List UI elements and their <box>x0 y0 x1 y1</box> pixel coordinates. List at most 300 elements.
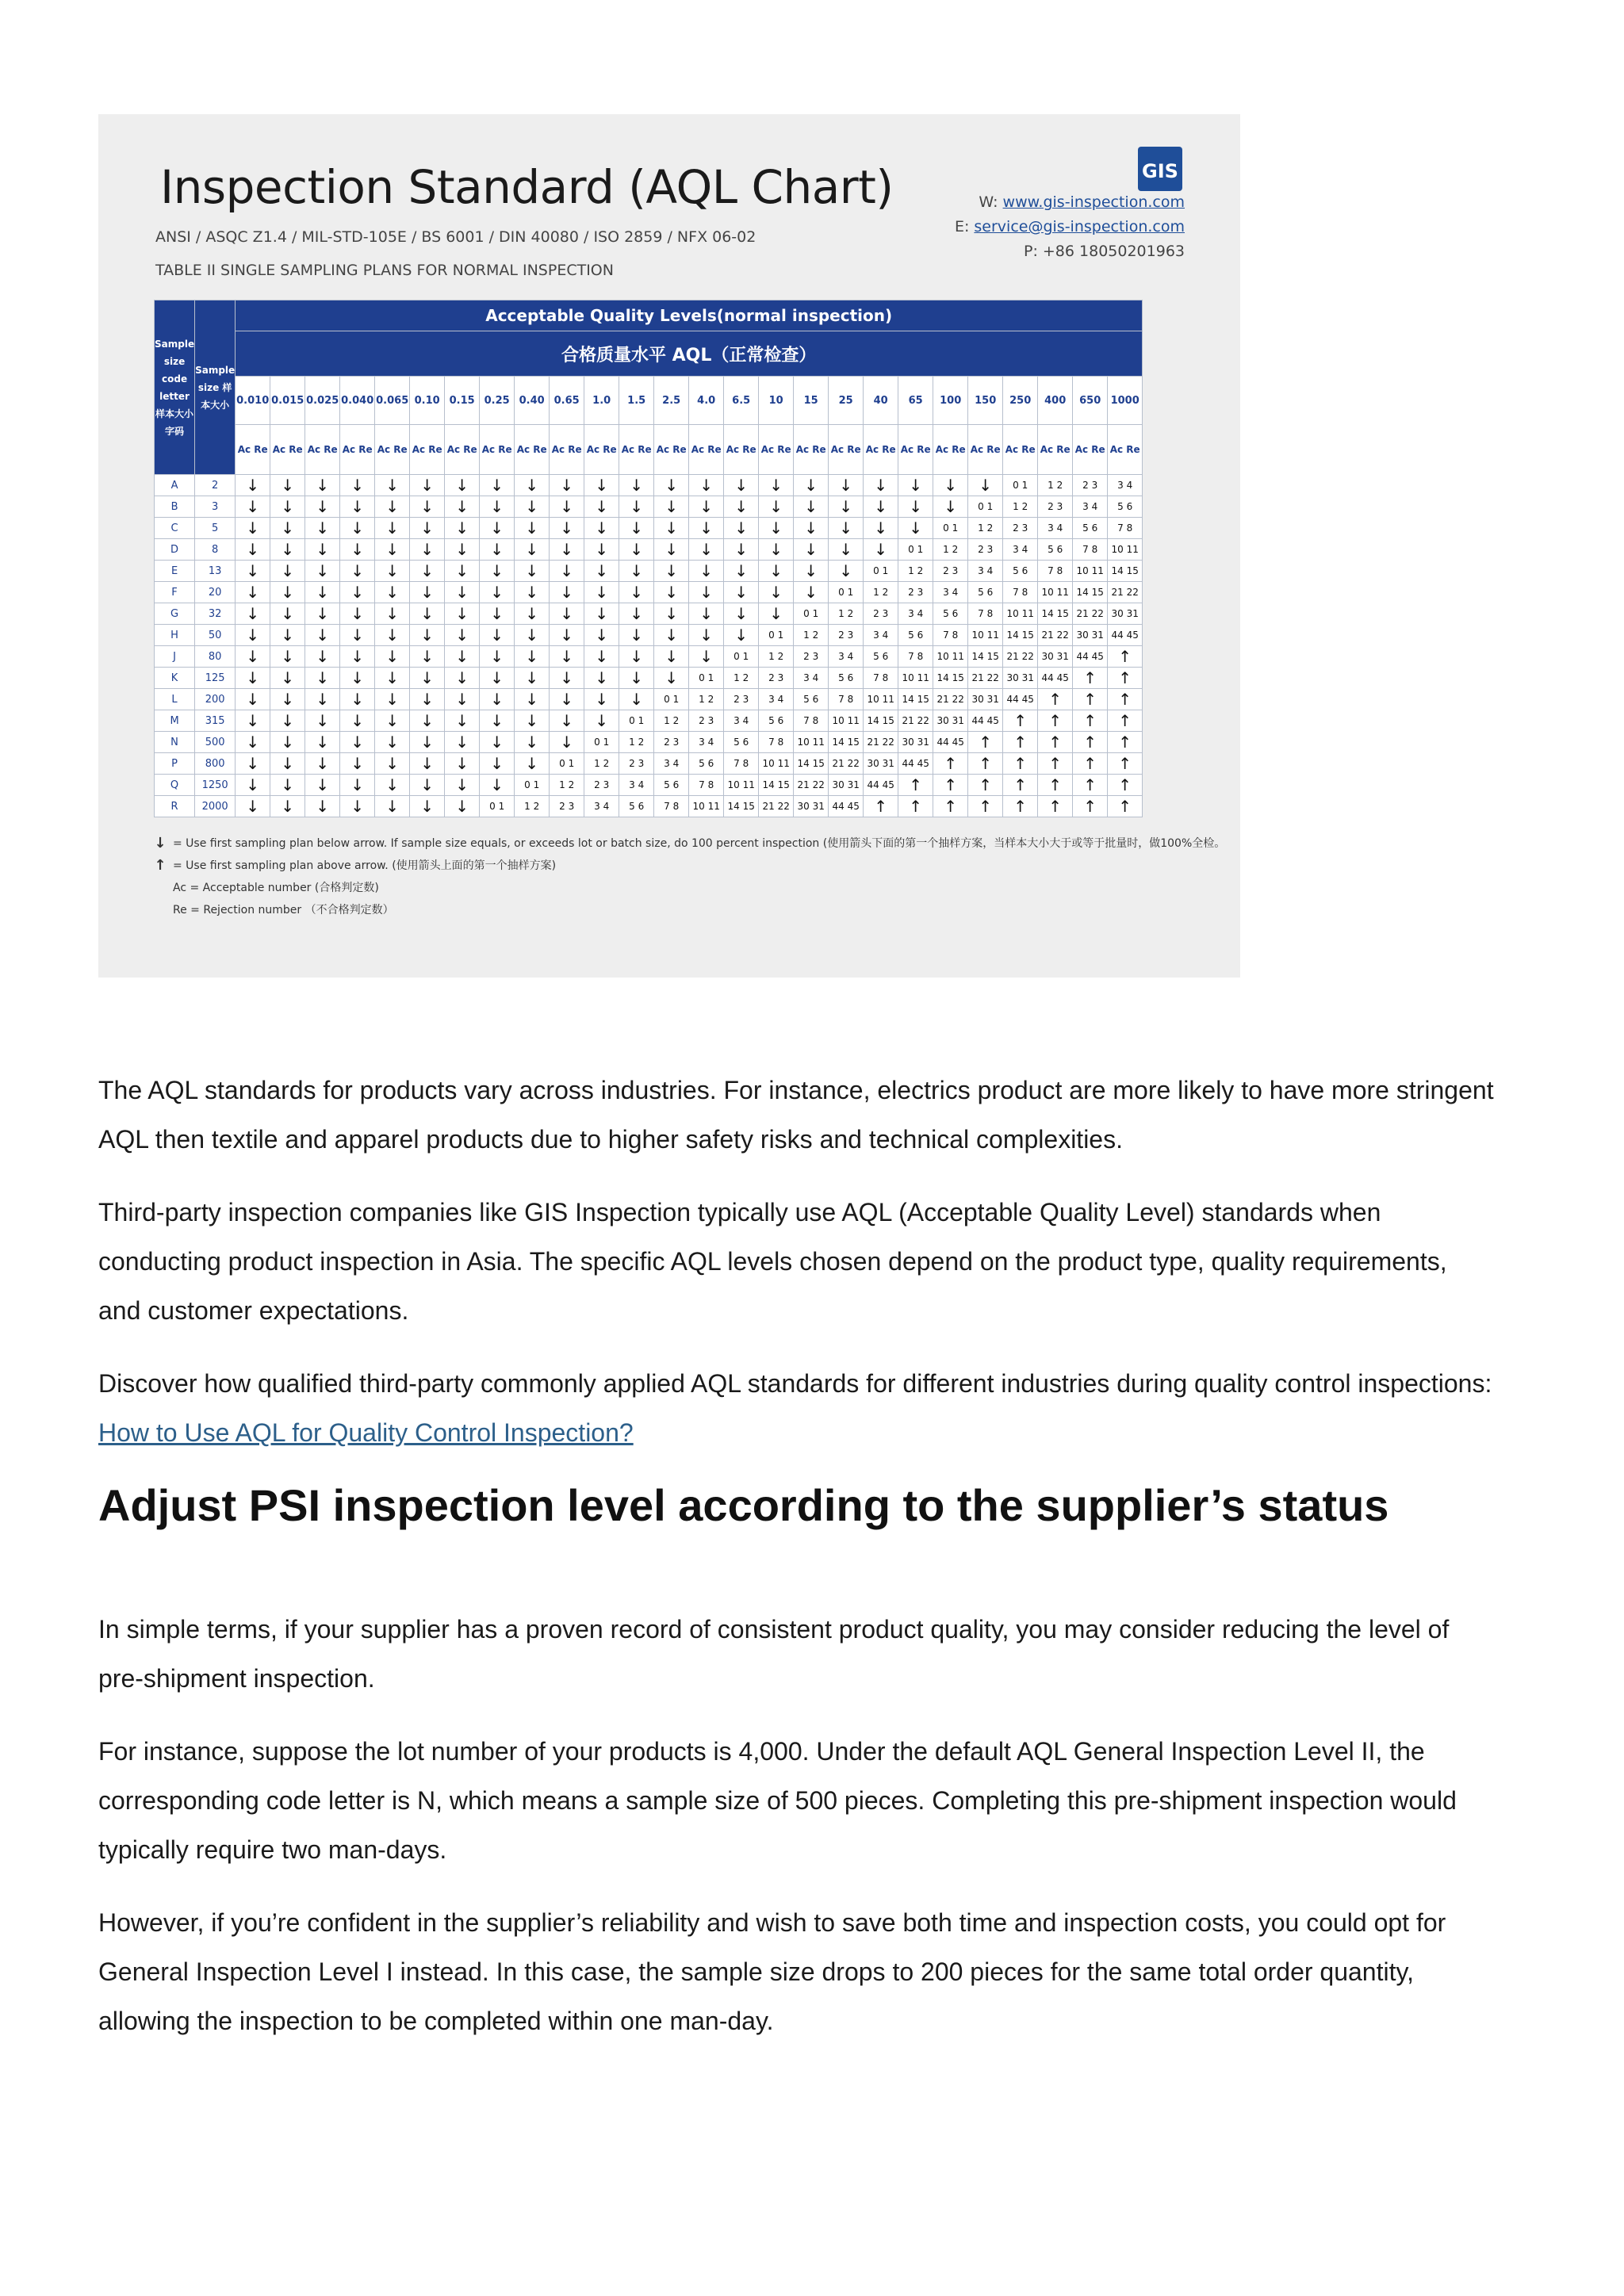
ac-re-cell: 2 3 <box>898 582 933 603</box>
table-row <box>155 689 1143 710</box>
arrow-down-icon: ↓ <box>480 753 515 775</box>
arrow-down-icon: ↓ <box>898 475 933 496</box>
aql-level-header: 0.10 <box>410 377 445 425</box>
ac-re-cell: 0 1 <box>619 710 654 732</box>
arrow-down-icon: ↓ <box>445 603 480 625</box>
ac-re-cell: 5 6 <box>759 710 794 732</box>
ac-re-cell: 44 45 <box>968 710 1003 732</box>
ac-re-cell: 3 4 <box>794 668 829 689</box>
arrow-down-icon: ↓ <box>480 732 515 753</box>
ac-re-header: Ac Re <box>794 425 829 475</box>
arrow-down-icon: ↓ <box>515 539 550 561</box>
ac-re-header: Ac Re <box>550 425 584 475</box>
legend-ac: Ac = Acceptable number (合格判定数) <box>173 882 379 894</box>
arrow-up-icon: ↑ <box>968 775 1003 796</box>
arrow-up-icon: ↑ <box>1038 753 1073 775</box>
ac-re-cell: 10 11 <box>724 775 759 796</box>
arrow-down-icon: ↓ <box>445 475 480 496</box>
ac-re-cell: 14 15 <box>724 796 759 817</box>
arrow-up-icon: ↑ <box>898 796 933 817</box>
arrow-up-icon: ↑ <box>1073 668 1108 689</box>
ac-re-cell: 1 2 <box>724 668 759 689</box>
aql-level-header: 0.65 <box>550 377 584 425</box>
arrow-down-icon: ↓ <box>550 582 584 603</box>
table-row <box>155 582 1143 603</box>
arrow-down-icon: ↓ <box>829 561 864 582</box>
arrow-down-icon: ↓ <box>584 582 619 603</box>
ac-re-cell: 5 6 <box>864 646 898 668</box>
aql-level-header: 0.015 <box>270 377 305 425</box>
arrow-down-icon: ↓ <box>480 496 515 518</box>
arrow-down-icon: ↓ <box>550 603 584 625</box>
aql-header-en: Acceptable Quality Levels(normal inspection) <box>236 300 1143 331</box>
ac-re-cell: 0 1 <box>584 732 619 753</box>
code-letter: D <box>155 539 195 561</box>
arrow-down-icon: ↓ <box>480 475 515 496</box>
arrow-down-icon: ↓ <box>619 539 654 561</box>
ac-re-header: Ac Re <box>515 425 550 475</box>
ac-re-cell: 21 22 <box>898 710 933 732</box>
arrow-down-icon: ↓ <box>515 561 550 582</box>
arrow-down-icon: ↓ <box>445 539 480 561</box>
ac-re-cell: 3 4 <box>864 625 898 646</box>
ac-re-cell: 21 22 <box>829 753 864 775</box>
arrow-down-icon: ↓ <box>654 539 689 561</box>
ac-re-cell: 5 6 <box>1003 561 1038 582</box>
arrow-up-icon: ↑ <box>1003 710 1038 732</box>
sample-size: 800 <box>195 753 236 775</box>
arrow-down-icon: ↓ <box>305 539 340 561</box>
sample-size: 1250 <box>195 775 236 796</box>
arrow-down-icon: ↓ <box>305 496 340 518</box>
arrow-down-icon: ↓ <box>515 475 550 496</box>
arrow-down-icon: ↓ <box>689 475 724 496</box>
arrow-down-icon: ↓ <box>724 475 759 496</box>
arrow-down-icon: ↓ <box>445 561 480 582</box>
arrow-down-icon: ↓ <box>724 561 759 582</box>
ac-re-cell: 14 15 <box>1038 603 1073 625</box>
table-row <box>155 753 1143 775</box>
ac-re-header: Ac Re <box>584 425 619 475</box>
arrow-down-icon: ↓ <box>759 582 794 603</box>
arrow-down-icon: ↓ <box>550 539 584 561</box>
ac-re-cell: 5 6 <box>933 603 968 625</box>
arrow-down-icon: ↓ <box>305 561 340 582</box>
arrow-down-icon: ↓ <box>480 646 515 668</box>
arrow-down-icon: ↓ <box>480 775 515 796</box>
ac-re-cell: 10 11 <box>898 668 933 689</box>
arrow-down-icon: ↓ <box>550 518 584 539</box>
ac-re-cell: 21 22 <box>759 796 794 817</box>
aql-level-header: 150 <box>968 377 1003 425</box>
ac-re-cell: 3 4 <box>689 732 724 753</box>
arrow-down-icon: ↓ <box>689 539 724 561</box>
ac-re-cell: 44 45 <box>1073 646 1108 668</box>
arrow-down-icon: ↓ <box>794 582 829 603</box>
arrow-down-icon: ↓ <box>375 582 410 603</box>
ac-re-cell: 1 2 <box>933 539 968 561</box>
code-letter: F <box>155 582 195 603</box>
ac-re-cell: 5 6 <box>724 732 759 753</box>
table-row <box>155 561 1143 582</box>
arrow-up-icon: ↑ <box>1108 646 1143 668</box>
arrow-up-icon: ↑ <box>968 732 1003 753</box>
arrow-up-icon: ↑ <box>1073 796 1108 817</box>
aql-sampling-table <box>154 300 1143 817</box>
table-row <box>155 646 1143 668</box>
ac-re-cell: 3 4 <box>584 796 619 817</box>
arrow-down-icon: ↓ <box>480 582 515 603</box>
arrow-down-icon: ↓ <box>270 475 305 496</box>
arrow-down-icon: ↓ <box>689 561 724 582</box>
ac-re-cell: 5 6 <box>898 625 933 646</box>
arrow-down-icon: ↓ <box>689 603 724 625</box>
arrow-down-icon: ↓ <box>584 603 619 625</box>
arrow-down-icon: ↓ <box>689 496 724 518</box>
ac-re-header: Ac Re <box>933 425 968 475</box>
arrow-down-icon: ↓ <box>584 625 619 646</box>
arrow-down-icon: ↓ <box>619 646 654 668</box>
web-link[interactable]: www.gis-inspection.com <box>1002 193 1185 211</box>
ac-re-cell: 7 8 <box>654 796 689 817</box>
aql-level-header: 0.025 <box>305 377 340 425</box>
arrow-down-icon: ↓ <box>829 475 864 496</box>
arrow-down-icon: ↓ <box>410 561 445 582</box>
ac-re-cell: 2 3 <box>829 625 864 646</box>
arrow-down-icon: ↓ <box>236 732 270 753</box>
ac-re-cell: 30 31 <box>1073 625 1108 646</box>
arrow-down-icon: ↓ <box>340 539 375 561</box>
arrow-down-icon: ↓ <box>410 775 445 796</box>
arrow-down-icon: ↓ <box>375 539 410 561</box>
ac-re-cell: 14 15 <box>1003 625 1038 646</box>
aql-level-header: 2.5 <box>654 377 689 425</box>
ac-re-header: Ac Re <box>864 425 898 475</box>
arrow-down-icon: ↓ <box>340 646 375 668</box>
aql-guide-link[interactable]: How to Use AQL for Quality Control Inspection? <box>98 1418 634 1447</box>
ac-re-header: Ac Re <box>759 425 794 475</box>
ac-re-cell: 2 3 <box>689 710 724 732</box>
arrow-down-icon: ↓ <box>270 582 305 603</box>
arrow-down-icon: ↓ <box>410 518 445 539</box>
arrow-up-icon: ↑ <box>1108 796 1143 817</box>
contact-email <box>955 215 1185 239</box>
ac-re-cell: 30 31 <box>1038 646 1073 668</box>
code-letter: Q <box>155 775 195 796</box>
aql-level-header: 4.0 <box>689 377 724 425</box>
arrow-down-icon: ↓ <box>270 603 305 625</box>
legend-re: Re = Rejection number （不合格判定数） <box>173 904 394 916</box>
chart-legend <box>154 832 1225 921</box>
paragraph-discover-text: Discover how qualified third-party commonly applied AQL standards for different industries during quality control inspections: <box>98 1369 1492 1398</box>
arrow-down-icon: ↓ <box>410 539 445 561</box>
arrow-down-icon: ↓ <box>270 796 305 817</box>
arrow-down-icon: ↓ <box>445 689 480 710</box>
email-link[interactable]: service@gis-inspection.com <box>974 218 1185 235</box>
arrow-down-icon: ↓ <box>480 561 515 582</box>
arrow-down-icon: ↓ <box>236 539 270 561</box>
aql-level-header: 15 <box>794 377 829 425</box>
arrow-down-icon: ↓ <box>619 625 654 646</box>
arrow-down-icon: ↓ <box>515 668 550 689</box>
aql-level-header: 25 <box>829 377 864 425</box>
ac-re-cell: 0 1 <box>515 775 550 796</box>
arrow-down-icon: ↓ <box>829 539 864 561</box>
aql-level-header: 0.25 <box>480 377 515 425</box>
aql-level-header: 10 <box>759 377 794 425</box>
aql-level-header: 0.040 <box>340 377 375 425</box>
arrow-down-icon: ↓ <box>236 753 270 775</box>
sample-size: 2 <box>195 475 236 496</box>
arrow-down-icon: ↓ <box>445 625 480 646</box>
arrow-up-icon: ↑ <box>1108 689 1143 710</box>
arrow-down-icon: ↓ <box>305 753 340 775</box>
arrow-down-icon: ↓ <box>340 753 375 775</box>
ac-re-cell: 30 31 <box>794 796 829 817</box>
paragraph-aql-standards: The AQL standards for products vary across industries. For instance, electrics product are more likely to have more stringent AQL then textile and apparel products due to higher safety risks and technical complexities. <box>98 1076 1494 1154</box>
ac-re-cell: 3 4 <box>968 561 1003 582</box>
ac-re-cell: 30 31 <box>1108 603 1143 625</box>
table-row <box>155 496 1143 518</box>
ac-re-cell: 0 1 <box>864 561 898 582</box>
paragraph-for-instance: For instance, suppose the lot number of your products is 4,000. Under the default AQL General Inspection Level II, the corresponding code letter is N, which means a sample size of 500 pieces. Completing this pre-shipment inspection would typically require two man-days. <box>98 1737 1457 1864</box>
sample-size: 2000 <box>195 796 236 817</box>
ac-re-cell: 7 8 <box>794 710 829 732</box>
ac-re-cell: 30 31 <box>1003 668 1038 689</box>
sample-size: 315 <box>195 710 236 732</box>
code-letter: B <box>155 496 195 518</box>
ac-re-cell: 5 6 <box>968 582 1003 603</box>
aql-table-body <box>155 475 1143 817</box>
arrow-down-icon: ↓ <box>410 646 445 668</box>
ac-re-cell: 14 15 <box>968 646 1003 668</box>
arrow-down-icon: ↓ <box>305 775 340 796</box>
aql-level-header: 0.010 <box>236 377 270 425</box>
ac-re-cell: 1 2 <box>968 518 1003 539</box>
ac-re-cell: 0 1 <box>759 625 794 646</box>
arrow-down-icon: ↓ <box>445 582 480 603</box>
arrow-down-icon: ↓ <box>340 582 375 603</box>
arrow-down-icon: ↓ <box>759 518 794 539</box>
arrow-down-icon: ↓ <box>689 518 724 539</box>
arrow-down-icon: ↓ <box>340 561 375 582</box>
ac-re-cell: 14 15 <box>898 689 933 710</box>
ac-re-cell: 21 22 <box>968 668 1003 689</box>
ac-re-header: Ac Re <box>270 425 305 475</box>
phone-prefix: P: <box>1023 243 1038 260</box>
ac-re-cell: 30 31 <box>898 732 933 753</box>
code-letter: P <box>155 753 195 775</box>
arrow-down-icon: ↓ <box>724 625 759 646</box>
ac-re-cell: 3 4 <box>1038 518 1073 539</box>
arrow-down-icon: ↓ <box>584 496 619 518</box>
arrow-down-icon: ↓ <box>794 475 829 496</box>
ac-re-cell: 7 8 <box>1038 561 1073 582</box>
ac-re-cell: 7 8 <box>759 732 794 753</box>
arrow-down-icon: ↓ <box>410 732 445 753</box>
ac-re-cell: 3 4 <box>1003 539 1038 561</box>
ac-re-cell: 14 15 <box>794 753 829 775</box>
paragraph-discover <box>98 1359 1494 1457</box>
ac-re-cell: 1 2 <box>515 796 550 817</box>
ac-re-header: Ac Re <box>829 425 864 475</box>
arrow-up-icon: ↑ <box>1073 753 1108 775</box>
legend-down-row <box>154 832 1225 855</box>
ac-re-cell: 10 11 <box>689 796 724 817</box>
arrow-down-icon: ↓ <box>236 518 270 539</box>
contact-phone <box>955 239 1185 264</box>
arrow-down-icon: ↓ <box>375 796 410 817</box>
ac-re-cell: 10 11 <box>1108 539 1143 561</box>
ac-re-header: Ac Re <box>724 425 759 475</box>
arrow-down-icon: ↓ <box>340 710 375 732</box>
ac-re-cell: 2 3 <box>724 689 759 710</box>
sample-size: 32 <box>195 603 236 625</box>
ac-re-cell: 1 2 <box>794 625 829 646</box>
arrow-down-icon: ↓ <box>236 796 270 817</box>
arrow-down-icon: ↓ <box>445 775 480 796</box>
arrow-down-icon: ↓ <box>584 646 619 668</box>
arrow-down-icon: ↓ <box>270 496 305 518</box>
arrow-down-icon: ↓ <box>619 582 654 603</box>
arrow-down-icon: ↓ <box>759 539 794 561</box>
arrow-down-icon: ↓ <box>375 518 410 539</box>
arrow-down-icon: ↓ <box>236 689 270 710</box>
arrow-up-icon: ↑ <box>1003 753 1038 775</box>
arrow-down-icon: ↓ <box>515 582 550 603</box>
arrow-down-icon: ↓ <box>933 496 968 518</box>
table-row <box>155 603 1143 625</box>
arrow-down-icon: ↓ <box>410 796 445 817</box>
ac-re-cell: 7 8 <box>968 603 1003 625</box>
arrow-down-icon: ↓ <box>375 775 410 796</box>
ac-re-cell: 0 1 <box>550 753 584 775</box>
ac-re-cell: 30 31 <box>829 775 864 796</box>
arrow-up-icon: ↑ <box>1038 732 1073 753</box>
ac-re-cell: 0 1 <box>829 582 864 603</box>
arrow-up-icon: ↑ <box>933 796 968 817</box>
arrow-down-icon: ↓ <box>410 496 445 518</box>
ac-re-cell: 3 4 <box>619 775 654 796</box>
arrow-down-icon: ↓ <box>515 496 550 518</box>
arrow-down-icon: ↓ <box>689 582 724 603</box>
ac-re-header: Ac Re <box>375 425 410 475</box>
arrow-down-icon: ↓ <box>270 732 305 753</box>
ac-re-cell: 14 15 <box>933 668 968 689</box>
arrow-down-icon: ↓ <box>864 518 898 539</box>
sample-size: 80 <box>195 646 236 668</box>
arrow-down-icon: ↓ <box>619 603 654 625</box>
ac-re-header: Ac Re <box>340 425 375 475</box>
ac-re-cell: 3 4 <box>898 603 933 625</box>
arrow-down-icon: ↓ <box>445 646 480 668</box>
arrow-down-icon: ↓ <box>689 625 724 646</box>
table-caption: TABLE II SINGLE SAMPLING PLANS FOR NORMAL INSPECTION <box>155 262 614 279</box>
ac-re-cell: 14 15 <box>864 710 898 732</box>
table-row <box>155 539 1143 561</box>
arrow-down-icon: ↓ <box>340 689 375 710</box>
ac-re-cell: 10 11 <box>864 689 898 710</box>
ac-re-cell: 21 22 <box>1108 582 1143 603</box>
arrow-up-icon: ↑ <box>1073 732 1108 753</box>
arrow-down-icon: ↓ <box>933 475 968 496</box>
arrow-down-icon: ↓ <box>375 496 410 518</box>
arrow-down-icon: ↓ <box>410 710 445 732</box>
ac-re-cell: 7 8 <box>724 753 759 775</box>
ac-re-cell: 1 2 <box>584 753 619 775</box>
arrow-up-icon: ↑ <box>1108 753 1143 775</box>
arrow-down-icon: ↓ <box>305 710 340 732</box>
ac-re-cell: 0 1 <box>933 518 968 539</box>
paragraph-third-party: Third-party inspection companies like GIS Inspection typically use AQL (Acceptable Quality Level) standards when conducting product inspection in Asia. The specific AQL levels chosen depend on the product type, quality requirements, and customer expectations. <box>98 1198 1447 1325</box>
arrow-up-icon: ↑ <box>933 775 968 796</box>
ac-re-cell: 44 45 <box>1108 625 1143 646</box>
arrow-down-icon: ↓ <box>340 775 375 796</box>
arrow-down-icon: ↓ <box>619 518 654 539</box>
aql-chart-image <box>98 114 1240 978</box>
standards-line: ANSI / ASQC Z1.4 / MIL-STD-105E / BS 6001 / DIN 40080 / ISO 2859 / NFX 06-02 <box>155 228 756 246</box>
table-row <box>155 668 1143 689</box>
arrow-down-icon: ↓ <box>375 561 410 582</box>
ac-re-cell: 10 11 <box>759 753 794 775</box>
sample-size: 500 <box>195 732 236 753</box>
code-letter: J <box>155 646 195 668</box>
ac-re-cell: 1 2 <box>689 689 724 710</box>
ac-re-cell: 3 4 <box>724 710 759 732</box>
arrow-down-icon: ↓ <box>829 496 864 518</box>
arrow-down-icon: ↓ <box>515 603 550 625</box>
arrow-down-icon: ↓ <box>270 775 305 796</box>
ac-re-cell: 14 15 <box>759 775 794 796</box>
arrow-down-icon: ↓ <box>375 625 410 646</box>
ac-re-cell: 44 45 <box>829 796 864 817</box>
col-code-label: Sample size code letter 样本大小字码 <box>155 300 195 475</box>
arrow-down-icon: ↓ <box>270 518 305 539</box>
arrow-up-icon: ↑ <box>1038 710 1073 732</box>
aql-level-header: 1.0 <box>584 377 619 425</box>
ac-re-cell: 44 45 <box>898 753 933 775</box>
ac-re-cell: 10 11 <box>829 710 864 732</box>
ac-re-cell: 7 8 <box>829 689 864 710</box>
arrow-down-icon: ↓ <box>515 518 550 539</box>
arrow-down-icon: ↓ <box>898 518 933 539</box>
arrow-down-icon: ↓ <box>515 710 550 732</box>
arrow-down-icon: ↓ <box>864 475 898 496</box>
web-prefix: W: <box>979 193 998 211</box>
arrow-up-icon: ↑ <box>1003 796 1038 817</box>
ac-re-cell: 3 4 <box>654 753 689 775</box>
ac-re-cell: 0 1 <box>724 646 759 668</box>
ac-re-cell: 44 45 <box>1038 668 1073 689</box>
arrow-down-icon: ↓ <box>550 689 584 710</box>
ac-re-cell: 2 3 <box>1073 475 1108 496</box>
arrow-down-icon: ↓ <box>480 518 515 539</box>
aql-level-header: 1000 <box>1108 377 1143 425</box>
arrow-down-icon: ↓ <box>724 496 759 518</box>
ac-re-cell: 21 22 <box>933 689 968 710</box>
arrow-down-icon: ↓ <box>305 646 340 668</box>
arrow-down-icon: ↓ <box>340 732 375 753</box>
ac-re-cell: 44 45 <box>933 732 968 753</box>
sample-size: 8 <box>195 539 236 561</box>
arrow-down-icon: ↓ <box>654 496 689 518</box>
arrow-down-icon: ↓ <box>515 732 550 753</box>
arrow-down-icon: ↓ <box>410 689 445 710</box>
ac-re-cell: 2 3 <box>654 732 689 753</box>
ac-re-cell: 1 2 <box>619 732 654 753</box>
arrow-down-icon: ↓ <box>654 561 689 582</box>
ac-re-cell: 1 2 <box>898 561 933 582</box>
